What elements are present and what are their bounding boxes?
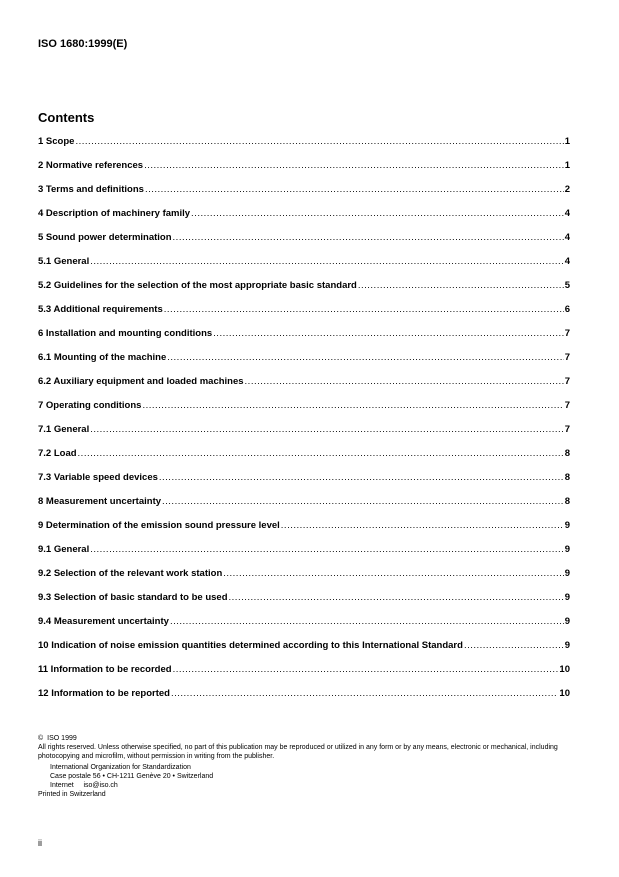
toc-entry-page: 7 [564,376,570,387]
toc-entry[interactable] [38,304,570,328]
toc-entry-label: 5.1 General [38,256,90,267]
toc-entry-page: 9 [564,616,570,627]
toc-entry[interactable] [38,352,570,376]
toc-entry[interactable] [38,496,570,520]
dot-leader [164,304,564,315]
toc-entry[interactable] [38,592,570,616]
toc-entry[interactable] [38,208,570,232]
toc-entry-label: 5.2 Guidelines for the selection of the most appropriate basic standard [38,280,357,291]
toc-entry-page: 7 [564,328,570,339]
toc-entry-page: 9 [564,544,570,555]
toc-entry-label: 4 Description of machinery family [38,208,191,219]
printed-in: Printed in Switzerland [38,791,106,798]
toc-entry-label: 1 Scope [38,136,75,147]
toc-entry-label: 9.1 General [38,544,90,555]
toc-entry[interactable] [38,616,570,640]
dot-leader [171,688,558,699]
copyright-symbol: © [38,735,44,742]
dot-leader [173,232,564,243]
toc-entry[interactable] [38,400,570,424]
dot-leader [464,640,564,651]
toc-entry[interactable] [38,520,570,544]
toc-entry-page: 7 [564,424,570,435]
dot-leader [191,208,564,219]
dot-leader [358,280,564,291]
contents-title: Contents [38,110,95,125]
dot-leader [167,352,563,363]
dot-leader [162,496,564,507]
dot-leader [159,472,564,483]
dot-leader [173,664,559,675]
toc-entry[interactable] [38,328,570,352]
dot-leader [90,256,563,267]
toc-entry[interactable] [38,664,570,688]
toc-entry-label: 5.3 Additional requirements [38,304,163,315]
dot-leader [245,376,564,387]
toc-entry[interactable] [38,640,570,664]
dot-leader [78,448,564,459]
toc-entry-page: 7 [564,352,570,363]
toc-entry-page: 10 [559,664,570,675]
toc-entry-page: 1 [564,136,570,147]
toc-entry-label: 9.3 Selection of basic standard to be used [38,592,228,603]
toc-entry-page: 9 [564,568,570,579]
dot-leader [90,424,563,435]
toc-entry[interactable] [38,280,570,304]
dot-leader [142,400,563,411]
toc-entry-label: 7.3 Variable speed devices [38,472,158,483]
toc-entry-label: 9.4 Measurement uncertainty [38,616,169,627]
dot-leader [170,616,564,627]
postal-address: Case postale 56 • CH-1211 Genève 20 • Switzerland [50,773,214,780]
dot-leader [145,184,564,195]
toc-entry-label: 7.2 Load [38,448,77,459]
toc-entry-page: 9 [564,592,570,603]
toc-entry[interactable] [38,232,570,256]
toc-entry-page: 2 [564,184,570,195]
dot-leader [213,328,564,339]
copyright-block [38,734,578,799]
toc-entry[interactable] [38,184,570,208]
toc-entry-label: 8 Measurement uncertainty [38,496,162,507]
toc-entry[interactable] [38,448,570,472]
toc-entry-label: 9 Determination of the emission sound pressure level [38,520,280,531]
toc-entry-page: 5 [564,280,570,291]
toc-entry-label: 12 Information to be reported [38,688,170,699]
toc-entry-page: 8 [564,472,570,483]
rights-notice: All rights reserved. Unless otherwise specified, no part of this publication may be reproduced or utilized in any form or by any means, electronic or mechanical, including photocopying and microfilm, without permission in writing from the publisher. [38,744,558,760]
toc-entry-label: 2 Normative references [38,160,144,171]
dot-leader [281,520,564,531]
toc-entry[interactable] [38,544,570,568]
toc-entry-label: 10 Indication of noise emission quantities determined according to this International Standard [38,640,463,651]
toc-entry-label: 6 Installation and mounting conditions [38,328,213,339]
toc-entry-label: 6.1 Mounting of the machine [38,352,167,363]
toc-entry-page: 9 [564,520,570,531]
dot-leader [144,160,564,171]
internet-contact: Internet iso@iso.ch [50,782,118,789]
toc-entry-page: 4 [564,232,570,243]
toc-entry[interactable] [38,256,570,280]
document-id: ISO 1680:1999(E) [38,38,128,50]
toc-entry[interactable] [38,688,570,712]
toc-entry-label: 5 Sound power determination [38,232,172,243]
dot-leader [90,544,563,555]
toc-entry-page: 6 [564,304,570,315]
toc-entry-page: 1 [564,160,570,171]
toc-entry[interactable] [38,568,570,592]
dot-leader [75,136,563,147]
toc-entry-page: 4 [564,256,570,267]
toc-entry-page: 7 [564,400,570,411]
organization-name: International Organization for Standardization [50,764,191,771]
toc-entry-page: 8 [564,448,570,459]
toc-entry[interactable] [38,136,570,160]
toc-entry-label: 6.2 Auxiliary equipment and loaded machines [38,376,244,387]
dot-leader [223,568,563,579]
toc-entry-page: 8 [564,496,570,507]
toc-entry[interactable] [38,376,570,400]
copyright-line: ISO 1999 [47,735,77,742]
toc-entry-page: 9 [564,640,570,651]
toc-entry[interactable] [38,160,570,184]
toc-entry-label: 11 Information to be recorded [38,664,172,675]
toc-entry-page: 4 [564,208,570,219]
toc-entry[interactable] [38,472,570,496]
table-of-contents [38,136,570,712]
toc-entry-label: 7.1 General [38,424,90,435]
toc-entry-label: 7 Operating conditions [38,400,142,411]
toc-entry-page: 10 [559,688,570,699]
toc-entry-label: 3 Terms and definitions [38,184,144,195]
toc-entry[interactable] [38,424,570,448]
toc-entry-label: 9.2 Selection of the relevant work station [38,568,223,579]
dot-leader [229,592,564,603]
page-number: ii [38,838,42,848]
